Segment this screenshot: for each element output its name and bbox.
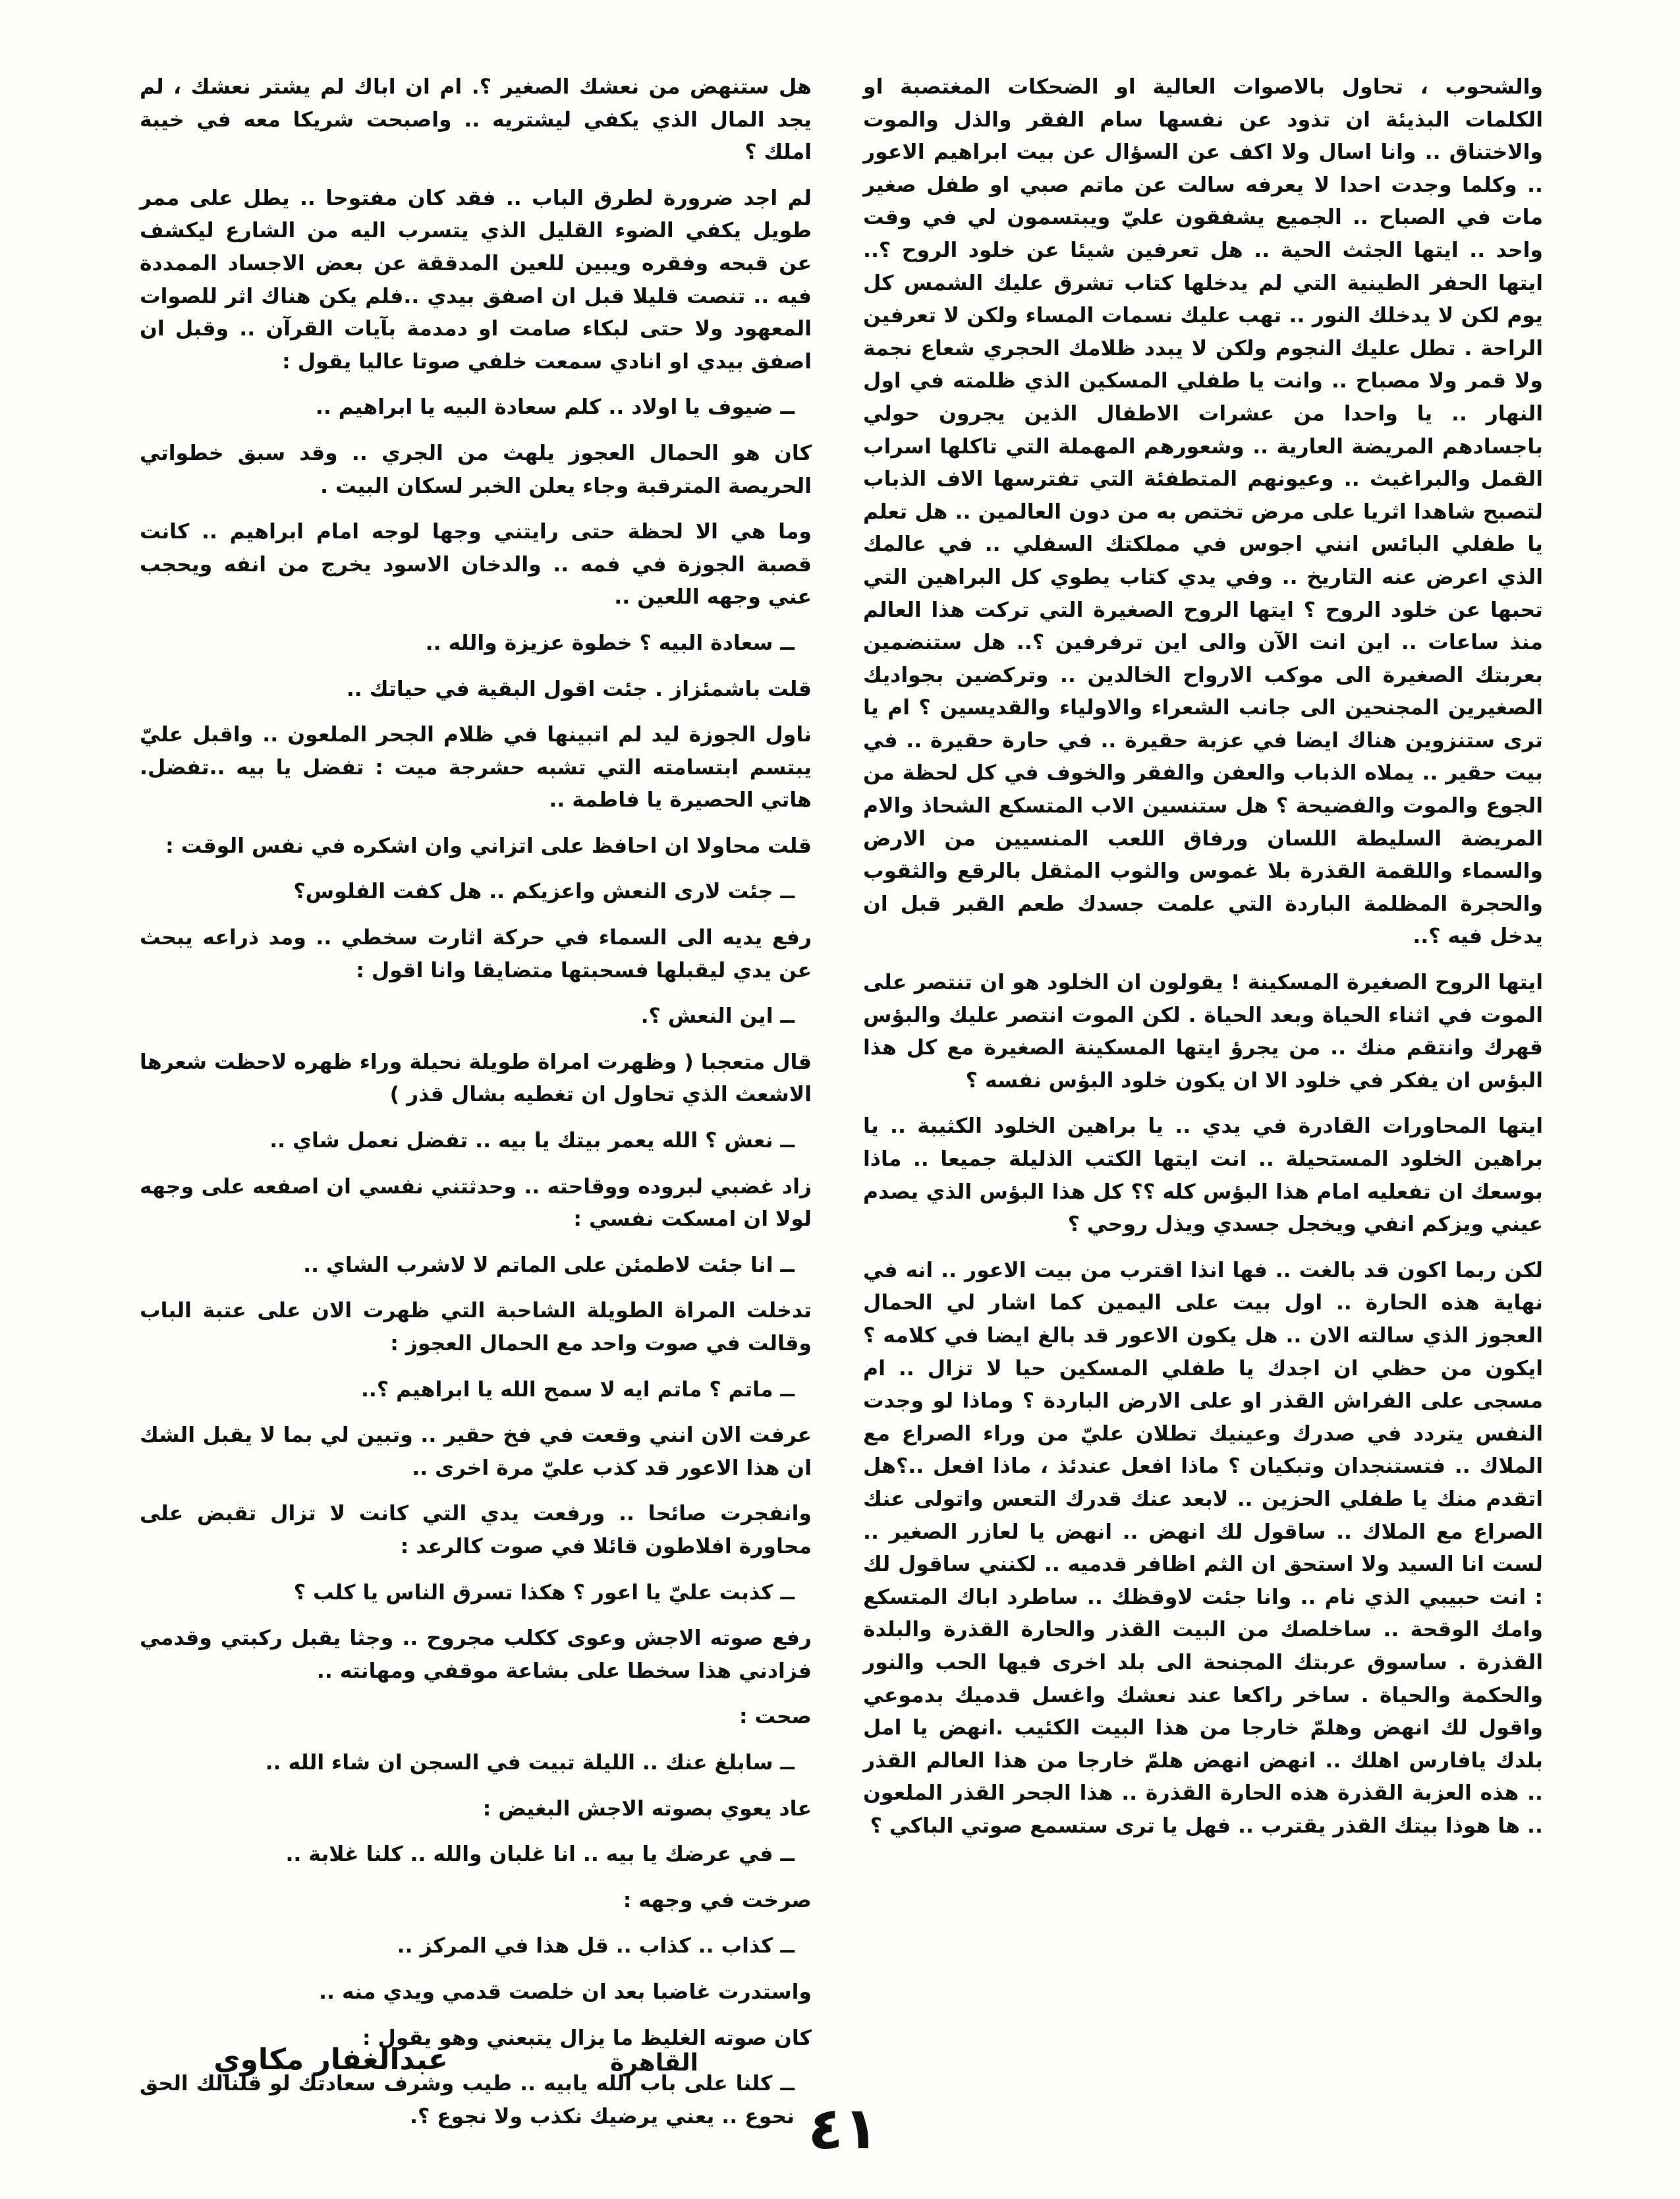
paragraph: ناول الجوزة ليد لم اتبينها في ظلام الجحر الملعون .. واقبل عليّ يبتسم ابتسامته التي تشبه حشرجة ميت : تفضل يا بيه ..تفضل. هاتي الحصيرة يا فاطمة .. [140, 723, 812, 813]
paragraph: تدخلت المراة الطويلة الشاحبة التي ظهرت الان على عتبة الباب وقالت في صوت واحد مع الحمال العجوز : [140, 1299, 812, 1356]
dialogue-line: ــ كذاب .. كذاب .. قل هذا في المركز .. [397, 1934, 795, 1958]
paragraph: لم اجد ضرورة لطرق الباب .. فقد كان مفتوحا .. يطل على ممر طويل يكفي الضوء القليل الذي يتسرب اليه من الشارع ليكشف عن قبحه وفقره ويبين للعين المدققة عن بعض الاجساد الممددة فيه .. تنصت قليلا قبل ان اصفق بيدي ..فلم يكن هناك اثر للصوات المعهود ولا حتى لبكاء صامت او دمدمة بآيات القرآن .. وقبل ان اصفق بيدي او انادي سمعت خلفي صوتا عاليا يقول : [140, 186, 812, 374]
paragraph: زاد غضبي لبروده ووقاحته .. وحدثتني نفسي ان اصفعه على وجهه لولا ان امسكت نفسي : [140, 1174, 812, 1232]
paragraph: قلت محاولا ان احافظ على اتزاني وان اشكره في نفس الوقت : [165, 834, 812, 858]
dialogue-line: ــ نعش ؟ الله يعمر بيتك يا بيه .. تفضل نعمل شاي .. [269, 1129, 795, 1153]
dialogue-line: ــ كلنا على باب الله يابيه .. طيب وشرف سعادتك لو قلنالك الحق نحوع .. يعني يرضيك نكذب ولا نجوع ؟. [140, 2072, 795, 2128]
city-label: القاهرة [610, 2049, 698, 2076]
paragraph: قال متعجبا ( وظهرت امراة طويلة نحيلة وراء ظهره لاحظت شعرها الاشعث الذي تحاول ان تغطيه بشال قذر ) [140, 1050, 812, 1107]
paragraph: هل ستنهض من نعشك الصغير ؟. ام ان اباك لم يشتر نعشك ، لم يجد المال الذي يكفي ليشتريه .. واصبحت شريكا معه في خيبة املك ؟ [140, 75, 812, 165]
dialogue-line: ــ سابلغ عنك .. الليلة تبيت في السجن ان شاء الله .. [265, 1750, 795, 1775]
paragraph: كان هو الحمال العجوز يلهث من الجري .. وقد سبق خطواتي الحريصة المترقبة وجاء يعلن الخبر لسكان البيت . [140, 441, 812, 498]
dialogue-line: ــ سعادة البيه ؟ خطوة عزيزة والله .. [425, 631, 795, 655]
paragraph: لكن ربما اكون قد بالغت .. فها انذا اقترب من بيت الاعور .. انه في نهاية هذه الحارة .. اول بيت على اليمين كما اشار لي الحمال العجوز الذي سالته الان .. هل يكون الاعور قد بالغ ايضا في كلامه ؟ ايكون من حظي ان اجدك يا طفلي المسكين حيا لا تزال .. ام مسجى على الفراش القذر او على الارض الباردة ؟ وماذا لو وجدت النفس يتردد في صدرك وعينيك تطلان عليّ من وراء الصراع مع الملاك .. فتستنجدان وتبكيان ؟ ماذا افعل عندئذ ، ماذا افعل ..؟هل اتقدم منك يا طفلي الحزين .. لابعد عنك قدرك التعس واتولى عنك الصراع مع الملاك .. ساقول لك انهض .. انهض يا لعازر الصغير .. لست انا السيد ولا استحق ان الثم اظافر قدميه .. لكنني ساقول لك : انت حبيبي الذي نام .. وانا جئت لاوقظك .. ساطرد اباك المتسكع وامك الوقحة .. ساخلصك من البيت القذر والحارة القذرة والبلدة القذرة . ساسوق عربتك المجنحة الى بلد اخرى فيها الحب والنور والحكمة والحياة . ساخر راكعا عند نعشك واغسل قدميك بدموعي واقول لك انهض وهلمّ خارجا من هذا البيت الكئيب .انهض يا امل بلدك يافارس اهلك .. انهض انهض هلمّ خارجا من هذا العالم القذر .. هذه العزبة القذرة هذه الحارة القذرة .. هذا الجحر القذر الملعون .. ها هوذا بيتك القذر يقترب .. فهل يا ترى ستسمع صوتي الباكي ؟ [863, 1258, 1543, 1838]
dialogue-line: ــ كذبت عليّ يا اعور ؟ هكذا تسرق الناس يا كلب ؟ [293, 1580, 795, 1605]
page-number: ٤١ [808, 2094, 879, 2162]
paragraph: وما هي الا لحظة حتى رايتني وجها لوجه امام ابراهيم .. كانت قصبة الجوزة في فمه .. والدخان الاسود يخرج من انفه ويحجب عني وجهه اللعين .. [140, 520, 812, 610]
dialogue-line: ــ ماتم ؟ ماتم ايه لا سمح الله يا ابراهيم ؟.. [360, 1377, 795, 1402]
paragraph: رفع صوته الاجش وعوى ككلب مجروح .. وجثا يقبل ركبتي وقدمي فزادني هذا سخطا على بشاعة موقفي ومهانته .. [140, 1626, 812, 1683]
paragraph: واستدرت غاضبا بعد ان خلصت قدمي ويدي منه .. [319, 1980, 812, 2004]
dialogue-line: ــ انا جئت لاطمئن على الماتم لا لاشرب الشاي .. [303, 1253, 795, 1277]
dialogue-line: ــ جئت لارى النعش واعزيكم .. هل كفت الفلوس؟ [293, 880, 795, 904]
paragraph: صرخت في وجهه : [623, 1888, 812, 1912]
paragraph: والشحوب ، تحاول بالاصوات العالية او الضحكات المغتصبة او الكلمات البذيئة ان تذود عن نفسها سام الفقر والذل والموت والاختناق .. وانا اسال ولا اكف عن السؤال عن بيت ابراهيم الاعور .. وكلما وجدت احدا لا يعرفه سالت عن ماتم صبي او طفل صغير مات في الصباح .. الجميع يشفقون عليّ ويبتسمون لي في وقت واحد .. ايتها الجثث الحية .. هل تعرفين شيئا عن خلود الروح ؟.. ايتها الحفر الطينية التي لم يدخلها كتاب تشرق عليك الشمس كل يوم لكن لا يدخلك النور .. تهب عليك نسمات المساء ولكن لا تعرفين الراحة . تطل عليك النجوم ولكن لا يبدد ظلامك الحجري شعاع نجمة ولا قمر ولا مصباح .. وانت يا طفلي المسكين الذي ظلمته في اول النهار .. يا واحدا من عشرات الاطفال الذين يجرون حولي باجسادهم المريضة العارية .. وشعورهم المهملة التي تاكلها اسراب القمل والبراغيث .. وعيونهم المتطفئة التي تفترسها الاف الذباب لتصبح شاهدا اثريا على مرض تختص به من دون العالمين .. هل تعلم يا طفلي البائس انني اجوس في مملكتك السفلي .. في عالمك الذي اعرض عنه التاريخ .. وفي يدي كتاب يطوي كل البراهين التي تحبها عن خلود الروح ؟ ايتها الروح الصغيرة التي تركت هذا العالم منذ ساعات .. اين انت الآن والى اين ترفرفين ؟.. هل ستنضمين بعربتك الصغيرة الى موكب الارواح الخالدين .. وتركضين بجواديك الصغيرين المجنحين الى جانب الشعراء والاولياء والقديسين ؟ ام يا ترى ستنزوين هناك ايضا في عزبة حقيرة .. في حارة حقيرة .. في بيت حقير .. يملاه الذباب والعفن والفقر والخوف في كل لحظة من الجوع والموت والفضيحة ؟ هل ستنسين الاب المتسكع الشحاذ والام المريضة السليطة اللسان ورفاق اللعب المنسيين من الارض والسماء واللقمة القذرة بلا غموس والثوب المثقل بالرقع والثقوب والحجرة المظلمة الباردة التي علمت جسدك طعم القبر قبل ان يدخل فيه ؟.. [863, 75, 1543, 949]
paragraph: ايتها المحاورات القادرة في يدي .. يا براهين الخلود الكثيبة .. يا براهين الخلود المستحيلة .. انت ايتها الكتب الذليلة جميعا .. ماذا بوسعك ان تفعليه امام هذا البؤس كله ؟؟ كل هذا البؤس الذي يصدم عيني ويزكم انفي ويخجل جسدي ويذل روحي ؟ [863, 1114, 1543, 1237]
paragraph: وانفجرت صائحا .. ورفعت يدي التي كانت لا تزال تقبض على محاورة افلاطون قائلا في صوت كالرعد : [140, 1502, 812, 1558]
dialogue-line: ــ في عرضك يا بيه .. انا غلبان والله .. كلنا غلابة .. [285, 1842, 795, 1867]
author-signature: عبدالغفار مكاوي [213, 2043, 448, 2076]
paragraph: رفع يديه الى السماء في حركة اثارت سخطي .. ومد ذراعه يبحث عن يدي ليقبلها فسحبتها متضايقا وانا اقول : [140, 926, 812, 983]
paragraph: عاد يعوي بصوته الاجش البغيض : [482, 1796, 812, 1821]
paragraph: صحت : [739, 1705, 812, 1729]
dialogue-line: ــ ضيوف يا اولاد .. كلم سعادة البيه يا ابراهيم .. [315, 395, 795, 420]
right-text-column [863, 71, 1543, 2038]
paragraph: عرفت الان انني وقعت في فخ حقير .. وتبين لي بما لا يقبل الشك ان هذا الاعور قد كذب عليّ مرة اخرى .. [140, 1423, 812, 1480]
paragraph: قلت باشمئزاز . جئت اقول البقية في حياتك .. [346, 677, 812, 701]
paragraph: ايتها الروح الصغيرة المسكينة ! يقولون ان الخلود هو ان تنتصر على الموت في اثناء الحياة وبعد الحياة . لكن الموت انتصر عليك والبؤس قهرك وانتقم منك .. من يجرؤ ايتها المسكينة الصغيرة مع كل هذا البؤس ان يفكر في خلود الا ان يكون خلود البؤس نفسه ؟ [863, 971, 1543, 1093]
dialogue-line: ــ اين النعش ؟. [640, 1004, 795, 1029]
paragraph: كان صوته الغليظ ما يزال يتبعني وهو يقول : [362, 2026, 812, 2050]
